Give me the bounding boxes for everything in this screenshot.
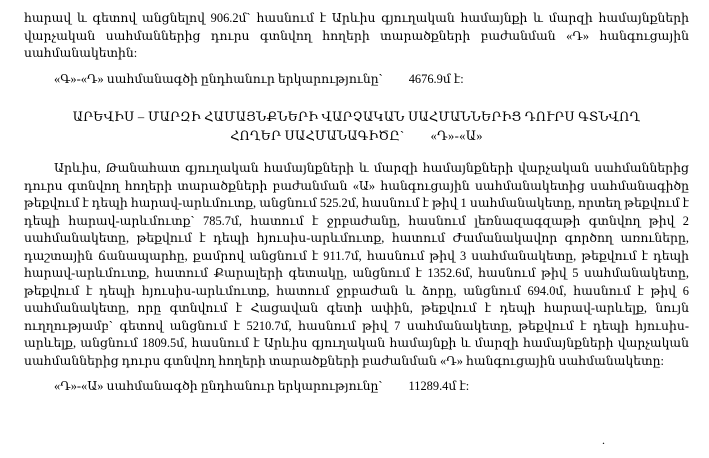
section-heading-line-1: ԱՐԵՎԻՍ – ՄԱՐԶԻ ՀԱՄԱՅՆՔՆԵՐԻ ՎԱՐՉԱԿԱՆ ՍԱՀՄԱՆՆԵՐԻՑ ԴՈՒՐՍ ԳՏՆՎՈՂ — [72, 110, 641, 124]
boundary-description-paragraph: Արևիս, Թանահատ գյուղական համայնքների և մարզի համայնքների վարչական սահմաններից դուրս գտնվող հողերի տարածքների բաժանման «Ա» հանգուցային սահմանակետից սահմանագիծը թեքվում է դեպի հարավ-արևմուտք, անցնում 525.2մ, հասնում է թիվ 1 սահմանակետը, որտեղ թեքվում է դեպի հարավ-արևմուտք` 785.7մ, հատում է ջրբաժանը, հասնում լեռնազագզաթի գտնվող թիվ 2 սահմանակետը, թեքվում է դեպի հյուսիս-արևմուտք, հատում Ժամանակավոր գործող առուները, դաշտային ճանապարհը, քամրով անցնում է 911.7մ, հասնում թիվ 3 սահմանակետը, թեքվում է դեպի հարավ-արևմուտք, հատում Քարալերի գետակը, անցնում է 1352.6մ, հասնում թիվ 5 սահմանակետը, թեքվում է դեպի հյուսիս-արևմուտք, հատում ջրբաժան և ձորը, անցնում 694.0մ, հասնում է թիվ 6 սահմանակետը, որը գտնվում է Հացավան գետի ափին, թեքվում է դեպի հարավ-արևելք, նույն ուղղությամբ` գետով անցնում է 5210.7մ, հասնում թիվ 7 սահմանակետը, թեքվում է դեպի հյուսիս-արևելք, անցնում 1809.5մ, հասնում է Արևիս գյուղական համայնքի և մարզի համայնքների վարչական սահմաններից դուրս գտնվող հողերի տարածքների բաժանման «Դ» հանգուցային սահմանակետը: — [24, 161, 689, 368]
section-heading-label: ՀՈՂԵՐ ՍԱՀՄԱՆԱԳԻԾԸ` — [230, 129, 405, 143]
spacer — [24, 146, 689, 160]
spacer — [24, 63, 689, 71]
section-heading — [24, 108, 689, 146]
paragraph-continuation: հարավ և գետով անցնելով 906.2մ` հասնում է Արևիս գյուղական համայնքի և մարզի համայնքների վարչական սահմաններից դուրս գտնվող հողերի տարածքների բաժանման «Դ» հանգուցային սահմանակետին: — [24, 11, 689, 60]
boundary-length-value-2: 11289.4մ է: — [408, 379, 470, 393]
spacer — [24, 88, 689, 108]
boundary-length-value-1: 4676.9մ է: — [408, 71, 464, 86]
spacer — [24, 370, 689, 378]
section-heading-segment-code: «Դ»-«Ա» — [430, 129, 483, 143]
section-heading-line-2 — [24, 127, 689, 146]
boundary-length-line-2 — [24, 378, 689, 396]
boundary-length-label-1: «Գ»-«Դ» սահմանագծի ընդհանուր երկարությունը` — [54, 71, 383, 86]
boundary-length-line-1 — [24, 71, 689, 89]
boundary-length-label-2: «Դ»-«Ա» սահմանագծի ընդհանուր երկարությունը` — [54, 379, 383, 393]
trailing-mark: . — [602, 433, 605, 447]
